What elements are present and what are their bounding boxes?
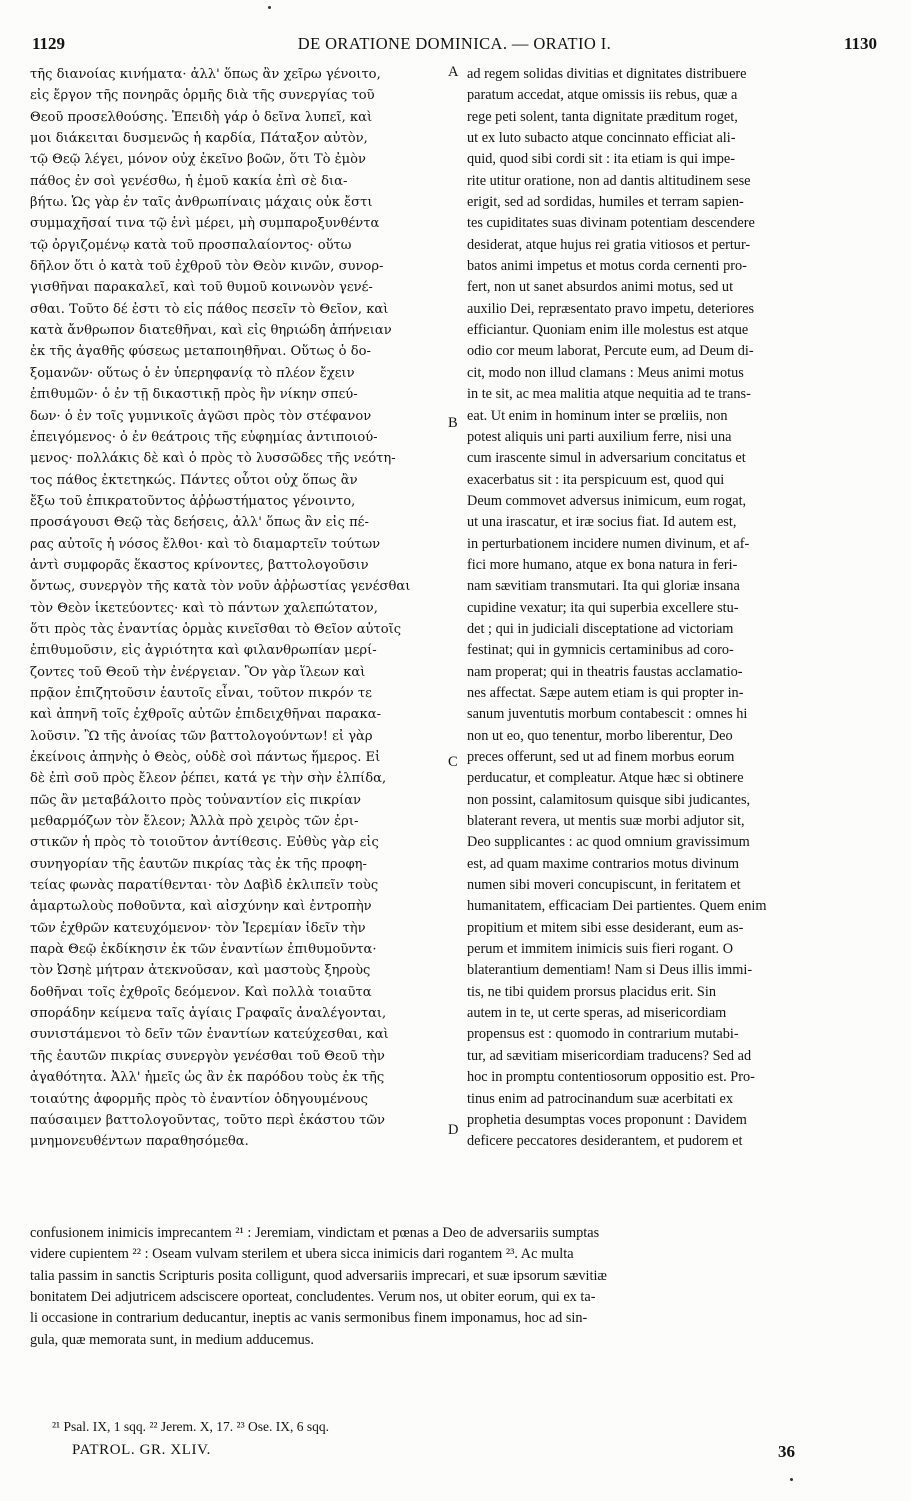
full-width-text-line: gula, quæ memorata sunt, in medium adducemus. bbox=[30, 1331, 314, 1348]
greek-text-line: ἀγαθότητα. Ἀλλ' ἡμεῖς ὡς ἂν ἐκ παρόδου τοὺς ἐκ τῆς bbox=[30, 1070, 385, 1086]
greek-text-line: τῷ ὀργιζομένῳ κατὰ τοῦ προσπαλαίοντος· οὕτω bbox=[30, 237, 352, 253]
latin-text-line: cit, modo non illud clamans : Meus animi motus bbox=[467, 364, 744, 381]
latin-text-line: humanitatem, efficaciam Dei partientes. Quem enim bbox=[467, 898, 767, 915]
greek-text-line: συνηγορίαν τῆς ἑαυτῶν πικρίας τὰς ἐκ τῆς προφη- bbox=[30, 856, 367, 872]
greek-text-line: παύσαιμεν βαττολογοῦντας, τοῦτο περὶ ἑκάστου τῶν bbox=[30, 1112, 385, 1128]
greek-text-line: τος πάθος ἐκτετηκώς. Πάντες οὗτοι οὐχ ὅπως ἂν bbox=[30, 472, 358, 488]
latin-text-line: nam sævitiam transmutari. Ita qui gloriæ insana bbox=[467, 578, 740, 595]
greek-text-line: πῶς ἂν μεταβάλοιτο πρὸς τοὐναντίον εἰς πικρίαν bbox=[30, 792, 362, 808]
latin-text-line: eat. Ut enim in hominum inter se prœliis, non bbox=[467, 407, 728, 424]
latin-text-line: tur, ad sævitiam misericordiam traducens? Sed ad bbox=[467, 1047, 752, 1064]
latin-text-line: perducatur, et compleatur. Atque hæc si obtinere bbox=[467, 770, 744, 787]
greek-text-line: πρᾷον ἐπιζητοῦσιν ἑαυτοῖς εἶναι, τοῦτον πικρόν τε bbox=[30, 685, 372, 701]
greek-text-line: τὸν Θεὸν ἱκετεύοντες· καὶ τὸ πάντων χαλεπώτατον, bbox=[30, 600, 378, 616]
latin-text-line: festinat; qui in gymnicis certaminibus ad coro- bbox=[467, 642, 734, 659]
greek-text-line: ἁμαρτωλοὺς ποθοῦντα, καὶ αἰσχύνην καὶ ἐντροπὴν bbox=[30, 899, 372, 915]
greek-text-line: λοῦσιν. Ὢ τῆς ἀνοίας τῶν βαττολογούντων! εἰ γὰρ bbox=[30, 728, 373, 744]
greek-text-line: εἰς ἔργον τῆς πονηρᾶς ὁρμῆς διὰ τῆς συνεργίας τοῦ bbox=[30, 88, 375, 104]
latin-text-line: Deum commovet adversus inimicum, eum rogat, bbox=[467, 492, 747, 509]
greek-text-line: στικῶν ἡ πρὸς τὸ τοιοῦτον ἀντίθεσις. Εὐθὺς γὰρ εἰς bbox=[30, 835, 379, 851]
greek-text-line: μενος· πολλάκις δὲ καὶ ὁ πρὸς τὸ λυσσῶδες τῆς νεότη- bbox=[30, 451, 396, 467]
greek-text-line: τῷ Θεῷ λέγει, μόνον οὐχ ἐκεῖνο βοῶν, ὅτι Τὸ ἐμὸν bbox=[30, 152, 367, 168]
latin-text-line: tinus enim ad patrocinandum suæ acerbitati ex bbox=[467, 1090, 734, 1107]
greek-text-line: προσάγουσι Θεῷ τὰς δεήσεις, ἀλλ' ὅπως ἂν εἰς πέ- bbox=[30, 515, 369, 531]
latin-text-line: quid, quod sibi cordi sit : ita etiam is qui impe- bbox=[467, 151, 736, 168]
latin-text-line: auxilio Dei, repræsentato pravo impetu, deteriores bbox=[467, 300, 755, 317]
page-number-left: 1129 bbox=[32, 34, 66, 53]
latin-text-line: cum irascente simul in adversarium concitatus et bbox=[467, 450, 746, 467]
full-width-text bbox=[30, 1223, 880, 1351]
latin-text-line: ad regem solidas divitias et dignitates distribuere bbox=[467, 66, 747, 82]
greek-text-line: ἔξω τοῦ ἐπικρατοῦντος ἀῤῥωστήματος γένοιντο, bbox=[30, 493, 356, 509]
latin-text-line: fici more humano, atque ex bona natura in feri- bbox=[467, 556, 738, 573]
latin-text-line: sanum juventutis morbum contabescit : omnes hi bbox=[467, 706, 748, 723]
greek-text-line: σποράδην κείμενα ταῖς ἁγίαις Γραφαῖς ἀναλέγονται, bbox=[30, 1006, 387, 1022]
greek-text-line: γισθῆναι παρακαλεῖ, καὶ τοῦ θυμοῦ κοινωνὸν γενέ- bbox=[30, 280, 373, 296]
latin-text-line: nes affectat. Sæpe autem etiam is qui propter in- bbox=[467, 684, 744, 701]
greek-text-line: ρας αὐτοῖς ἡ νόσος ἔλθοι· καὶ τὸ διαμαρτεῖν τούτων bbox=[30, 536, 381, 552]
latin-text-line: propensus est : quomodo in contrarium mutabi- bbox=[467, 1026, 739, 1043]
latin-text-line: hoc in promptu contentiosorum oppositio est. Pro- bbox=[467, 1069, 755, 1086]
greek-text-line: συνιστάμενοι τὸ δεῖν τῶν ἐναντίων κατεύχεσθαι, καὶ bbox=[30, 1027, 389, 1043]
margin-marker-b: B bbox=[448, 415, 458, 431]
greek-text-line: ὄντως, συνεργὸν τῆς κατὰ τὸν νοῦν ἀῤῥωστίας γενέσθαι bbox=[30, 579, 411, 595]
scan-speck bbox=[790, 1478, 793, 1481]
latin-text-line: fert, non ut sanet absurdos animi motus, sed ut bbox=[467, 279, 734, 296]
latin-text-line: desiderat, atque hujus rei gratia vitiosos et pertur- bbox=[467, 236, 751, 253]
greek-text-line: τείας φωνὰς παρατίθενται· τὸν Δαβὶδ ἐκλιπεῖν τοὺς bbox=[30, 878, 379, 894]
greek-text-line: πάθος ἐν σοὶ γενέσθω, ἡ ἐμοῦ κακία ἐπὶ σὲ δια- bbox=[30, 173, 348, 189]
latin-text-line: Deo supplicantes : ac quod omnium gravissimum bbox=[467, 834, 750, 851]
latin-column bbox=[467, 64, 879, 1153]
latin-text-line: tes cupiditates suas divinam potentiam descendere bbox=[467, 215, 755, 232]
greek-text-line: ἐπιθυμοῦσιν, εἰς ἀγριότητα καὶ φιλανθρωπίαν μερί- bbox=[30, 643, 377, 659]
greek-text-line: τὸν Ὠσηὲ μήτραν ἀτεκνοῦσαν, καὶ μαστοὺς ξηροὺς bbox=[30, 963, 371, 979]
greek-text-line: ἀντὶ συμφορᾶς ἕκαστος κρίνοντες, βαττολογοῦσιν bbox=[30, 557, 369, 573]
greek-text-line: Θεοῦ προσελθούσης. Ἐπειδὴ γάρ ὁ δεῖνα λυπεῖ, καὶ bbox=[30, 109, 373, 125]
greek-text-line: μνημονευθέντων παραθησόμεθα. bbox=[30, 1134, 249, 1150]
full-width-text-line: li occasione in contrarium deducantur, ineptis ac vanis sermonibus finem imponamus, hoc ad sin- bbox=[30, 1310, 588, 1327]
latin-text-line: efficiantur. Quoniam enim ille molestus est atque bbox=[467, 322, 749, 339]
latin-text-line: in te sit, ac mea malitia atque nequitia ad te trans- bbox=[467, 386, 751, 403]
greek-text-line: τοιαύτης ἀφορμῆς πρὸς τὸ ἐναντίον ὁδηγουμένους bbox=[30, 1091, 368, 1107]
latin-text-line: tis, ne tibi quidem prorsus placidus erit. Sin bbox=[467, 983, 716, 1000]
greek-text-line: ἐκ τῆς ἀγαθῆς φύσεως μεταποιηθῆναι. Οὕτως ὁ δο- bbox=[30, 344, 371, 360]
margin-marker-c: C bbox=[448, 754, 458, 770]
latin-text-line: non ut eo, quo tenentur, morbo liberentur, Deo bbox=[467, 727, 733, 744]
full-width-text-line: talia passim in sanctis Scripturis posita colligunt, quod adversariis imprecari, et suæ ipsorum sævitiæ bbox=[30, 1267, 607, 1284]
latin-text-line: erigit, sed ad sordidas, humiles et terram sapien- bbox=[467, 194, 744, 211]
running-head: DE ORATIONE DOMINICA. — ORATIO I. bbox=[297, 34, 612, 53]
greek-text-line: σθαι. Τοῦτο δέ ἐστι τὸ εἰς πάθος πεσεῖν τὸ Θεῖον, καὶ bbox=[30, 301, 389, 317]
latin-text-line: rite utitur oratione, non ad dantis altitudinem sese bbox=[467, 172, 751, 189]
page-number-right: 1130 bbox=[843, 34, 877, 53]
latin-text-line: odio cor meum laborat, Percute eum, ad Deum di- bbox=[467, 343, 754, 360]
greek-text-line: μοι διάκειται δυσμενῶς ἡ καρδία, Πάταξον αὐτὸν, bbox=[30, 131, 368, 147]
latin-text-line: autem in te, ut certe speras, ad misericordiam bbox=[467, 1005, 727, 1022]
greek-column bbox=[30, 64, 450, 1153]
latin-text-line: cupidine vexatur; ita qui superbia excellere stu- bbox=[467, 599, 739, 616]
latin-text-line: exacerbatus sit : ita perspicuum est, quod qui bbox=[467, 471, 725, 488]
greek-text-line: δῆλον ὅτι ὁ κατὰ τοῦ ἐχθροῦ τὸν Θεὸν κινῶν, συνορ- bbox=[30, 259, 384, 275]
greek-text-line: τῆς διανοίας κινήματα· ἀλλ' ὅπως ἂν χεῖρω γένοιτο, bbox=[30, 67, 381, 82]
footnotes: ²¹ Psal. IX, 1 sqq. ²² Jerem. X, 17. ²³ Ose. IX, 6 sqq. bbox=[52, 1419, 330, 1434]
greek-text-line: ἐκείνοις ἀπηνὴς ὁ Θεὸς, οὐδὲ σοὶ πάντως ἥμερος. Εἰ bbox=[30, 750, 381, 765]
latin-text-line: deficere peccatores desiderantem, et pudorem et bbox=[467, 1133, 743, 1150]
signature-number: 36 bbox=[778, 1442, 795, 1461]
greek-text-line: δὲ ἐπὶ σοῦ πρὸς ἔλεον ῥέπει, κατά γε τὴν σὴν ἐλπίδα, bbox=[30, 771, 387, 787]
latin-text-line: non possint, calamitosum quisque sibi judicantes, bbox=[467, 791, 751, 808]
greek-text-line: ἐπειγόμενος· ὁ ἐν θεάτροις τῆς εὐφημίας ἀντιποιού- bbox=[30, 429, 378, 445]
latin-text-line: potest aliquis uni parti auxilium ferre, nisi una bbox=[467, 428, 732, 445]
greek-text-line: ζοντες τοῦ Θεοῦ τὴν ἐνέργειαν. Ὃν γὰρ ἵλεων καὶ bbox=[30, 664, 366, 680]
greek-text-line: μεθαρμόζων τὸν ἔλεον; Ἀλλὰ πρὸ χειρὸς τῶν ἐρι- bbox=[30, 814, 359, 830]
margin-marker-d: D bbox=[448, 1122, 459, 1138]
latin-text-line: rege peti solent, tanta dignitate præditum roget, bbox=[467, 108, 738, 125]
greek-text-line: ξομανῶν· οὕτως ὁ ἐν ὑπερηφανίᾳ τὸ πλέον ἔχειν bbox=[30, 365, 355, 381]
latin-text-line: blaterant revera, ut mentis suæ morbi adjutor sit, bbox=[467, 813, 745, 830]
latin-text-line: batos animi impetus et motus corda cernenti pro- bbox=[467, 258, 747, 275]
greek-text-line: ἐπιθυμῶν· ὁ ἐν τῇ δικαστικῇ πρὸς ἣν νίκην σπεύ- bbox=[30, 387, 358, 403]
margin-marker-a: A bbox=[448, 64, 459, 80]
greek-text-line: τῶν ἐχθρῶν κατευχόμενον· τὸν Ἱερεμίαν ἰδεῖν τὴν bbox=[30, 920, 366, 936]
greek-text-line: καὶ ἀπηνῆ τοῖς ἐχθροῖς αὐτῶν ἐπιδειχθῆναι παρακα- bbox=[30, 707, 381, 723]
latin-text-line: nam properat; qui in theatris faustas acclamatio- bbox=[467, 663, 743, 680]
latin-text-line: paratum accedat, atque omissis iis rebus, quæ a bbox=[467, 87, 738, 104]
greek-text-line: δοθῆναι τοῖς ἐχθροῖς δεόμενον. Καὶ πολλὰ τοιαῦτα bbox=[30, 984, 372, 1000]
greek-text-line: ὅτι πρὸς τὰς ἐναντίας ὁρμὰς κινεῖσθαι τὸ Θεῖον αὐτοῖς bbox=[30, 621, 402, 637]
latin-text-line: est, ad quam maxime contrarios motus divinum bbox=[467, 855, 739, 872]
latin-text-line: numen sibi moveri concupiscunt, in feritatem et bbox=[467, 877, 741, 894]
latin-text-line: propitium et mitem sibi esse desiderant, eum as- bbox=[467, 919, 744, 936]
greek-text-line: δων· ὁ ἐν τοῖς γυμνικοῖς ἀγῶσι πρὸς τὸν στέφανον bbox=[30, 408, 372, 424]
latin-text-line: preces offerunt, sed ut ad finem morbus eorum bbox=[467, 749, 735, 765]
page-header bbox=[32, 34, 877, 58]
latin-text-line: ut ex luto subacto atque concinnato efficiat ali- bbox=[467, 130, 736, 147]
full-width-text-line: videre cupientem ²² : Oseam vulvam sterilem et ubera sicca inimicis dari rogantem ²³. Ac multa bbox=[30, 1246, 574, 1263]
greek-text-line: συμμαχῆσαί τινα τῷ ἑνὶ μέρει, μὴ συμπαροξυνθέντα bbox=[30, 216, 380, 232]
greek-text-line: παρὰ Θεῷ ἐκδίκησιν ἐκ τῶν ἐναντίων ἐπιθυμοῦντα· bbox=[30, 942, 377, 958]
full-width-text-line: bonitatem Dei adjutricem adsciscere oporteat, concludentes. Verum nos, ut obiter eorum, qui ex ta- bbox=[30, 1289, 596, 1306]
greek-text-line: βήτω. Ὡς γὰρ ἐν ταῖς ἀνθρωπίναις μάχαις οὐκ ἔστι bbox=[30, 195, 373, 211]
full-width-text-line: confusionem inimicis imprecantem ²¹ : Jeremiam, vindictam et pœnas a Deo de adversariis sumptas bbox=[30, 1225, 600, 1241]
scan-speck bbox=[268, 6, 271, 9]
latin-text-line: prophetia desumptas voces proponunt : Davidem bbox=[467, 1111, 747, 1128]
latin-text-line: perum et immitem inimicis suis fieri rogant. O bbox=[467, 941, 734, 958]
greek-text-line: τῆς ἑαυτῶν πικρίας συνεργὸν γενέσθαι τοῦ Θεοῦ τὴν bbox=[30, 1048, 385, 1064]
latin-text-line: blaterantium dementiam! Nam si Deus illis immi- bbox=[467, 962, 753, 979]
series-footer: PATROL. GR. XLIV. bbox=[72, 1442, 211, 1458]
greek-text-line: κατὰ ἄνθρωπον διατεθῆναι, καὶ εἰς θηριώδη ἀπήνειαν bbox=[30, 323, 392, 339]
latin-text-line: det ; qui in judiciali disceptatione ad victoriam bbox=[467, 620, 734, 637]
latin-text-line: in perturbationem incidere numen divinum, et af- bbox=[467, 535, 750, 552]
latin-text-line: ut una irascatur, et iræ socius fiat. Id autem est, bbox=[467, 514, 737, 531]
